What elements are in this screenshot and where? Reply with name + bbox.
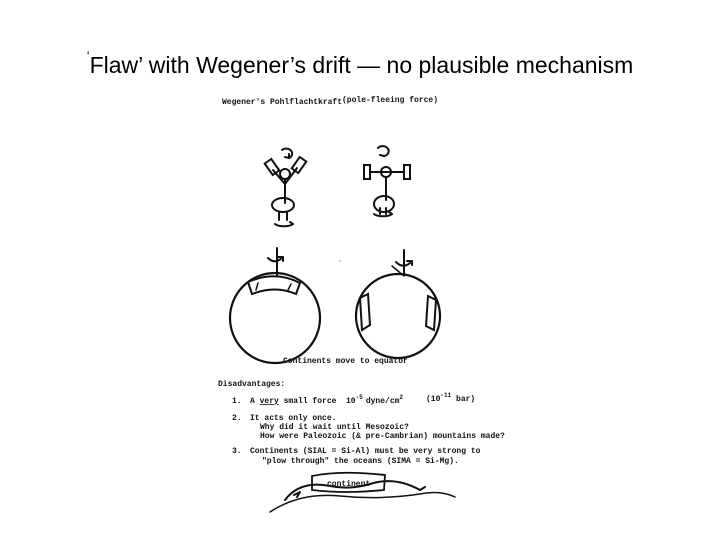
svg-text:It acts only once.: It acts only once.: [250, 414, 337, 423]
svg-text:Why did it wait until Mesozoic: Why did it wait until Mesozoic?: [260, 423, 409, 432]
stick-figure-left: [265, 149, 307, 227]
disadvantage-2: [232, 414, 505, 441]
figure-caption: Continents move to equator: [283, 357, 408, 366]
globe-left: [230, 248, 320, 363]
figure-header: Wegener's Pohlflachtkraft: [222, 98, 343, 107]
svg-text:1.: 1.: [232, 397, 242, 406]
title-text: Flaw’ with Wegener’s drift — no plausible mechanism: [89, 52, 634, 78]
force-value: $10^{-5}$ dyne/$cm^2$: [346, 394, 404, 406]
svg-text:3.: 3.: [232, 447, 242, 456]
scan-speck: [339, 260, 341, 262]
svg-text:2.: 2.: [232, 414, 242, 423]
stick-figure-right: [364, 146, 410, 216]
globe-right: [356, 250, 440, 358]
svg-text:A very small force: A very small force: [250, 397, 337, 406]
disadvantages-heading: Disadvantages:: [218, 380, 286, 389]
disadvantage-3: [232, 447, 481, 466]
continent-label: continent: [327, 480, 371, 489]
svg-text:How were Paleozoic (& pre-Camb: How were Paleozoic (& pre-Cambrian) mountains made?: [260, 432, 505, 441]
disadvantage-1: [232, 392, 475, 406]
continent-plow-sketch: [270, 473, 455, 512]
title-mark: ‘: [86, 48, 90, 64]
svg-text:Continents (SIAL = Si-Al) must: Continents (SIAL = Si-Al) must be very strong to: [250, 447, 481, 456]
svg-text:"plow through" the oceans (SIM: "plow through" the oceans (SIMA = Si-Mg).: [262, 457, 459, 466]
figure-header-gloss: (pole-fleeing force): [342, 96, 439, 105]
force-value-bar: ($10^{-11}$ bar): [426, 392, 476, 404]
